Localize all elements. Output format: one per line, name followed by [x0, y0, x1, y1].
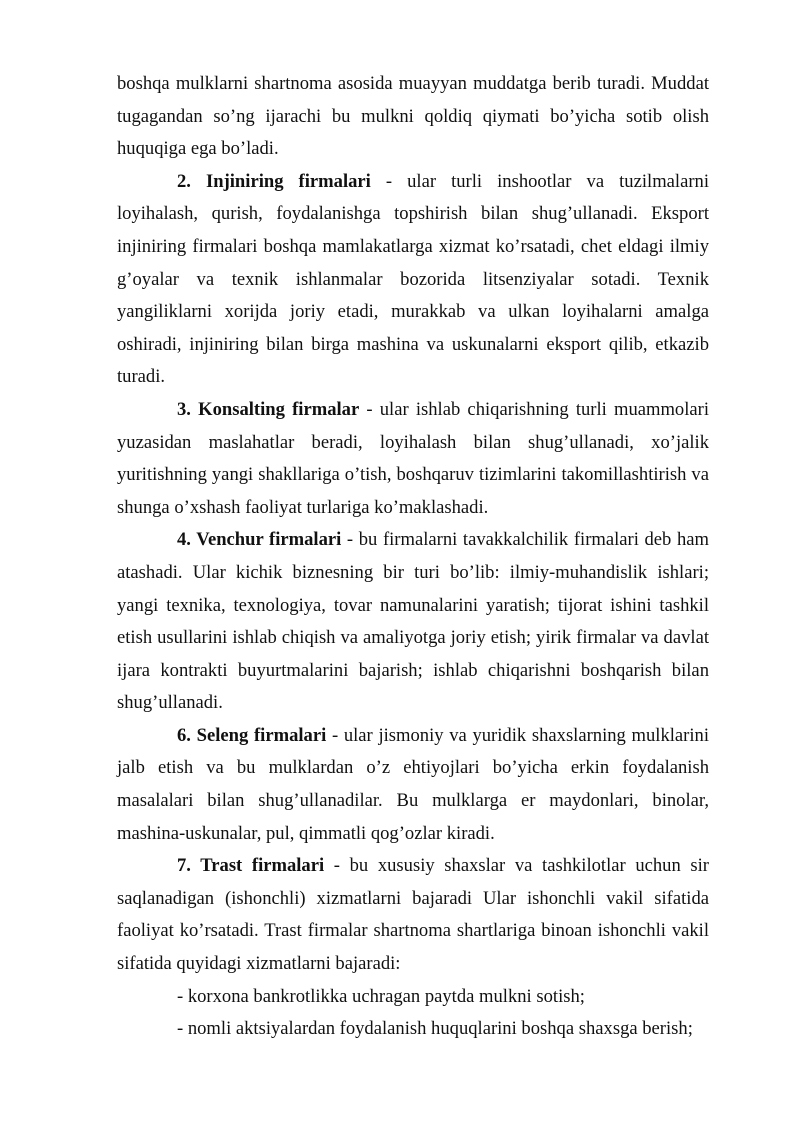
paragraph-heading: 7. Trast firmalari — [177, 855, 325, 877]
paragraph-injiniring — [117, 166, 709, 394]
paragraph-text: - ular jismoniy va yuridik shaxslarning mulklarini jalb etish va bu mulklardan o’z ehtiyojlari bo’yicha erkin foydalanish masalalari bilan shug’ullanadilar. Bu mulklarga er maydonlari, binolar, mashina-uskunalar, pul, qimmatli qog’ozlar kiradi. — [117, 724, 710, 844]
paragraph-text: - ular ishlab chiqarishning turli muammolari yuzasidan maslahatlar beradi, loyihalash bilan shug’ullanadi, xo’jalik yuritishning yangi shakllariga o’tish, boshqaruv tizimlarini takomillashtirish va shunga o’xshash faoliyat turlariga ko’maklashadi. — [117, 398, 709, 518]
paragraph-trast — [117, 850, 709, 980]
paragraph-konsalting — [117, 394, 709, 524]
paragraph-heading: 3. Konsalting firmalar — [177, 398, 360, 420]
paragraph-text: - bu xususiy shaxslar va tashkilotlar uchun sir saqlanadigan (ishonchli) xizmatlarni bajaradi Ular ishonchli vakil sifatida faoliyat ko’rsatadi. Trast firmalar shartnoma shartlariga binoan ishonchli vakil sifatida quyidagi xizmatlarni bajaradi: — [117, 855, 709, 975]
paragraph-text: boshqa mulklarni shartnoma asosida muayyan muddatga berib turadi. Muddat tugagandan so’ng ijarachi bu mulkni qoldiq qiymati bo’yicha sotib olish huquqiga ega bo’ladi. — [117, 73, 709, 160]
paragraph-heading: 6. Seleng firmalari — [177, 724, 327, 746]
list-item: - nomli aktsiyalardan foydalanish huquqlarini boshqa shaxsga berish; — [177, 1018, 693, 1040]
paragraph-heading: 4. Venchur firmalari — [177, 529, 342, 551]
document-body — [117, 68, 709, 1046]
paragraph-seleng — [117, 720, 709, 850]
paragraph-continuation — [117, 68, 709, 166]
paragraph-text: - bu firmalarni tavakkalchilik firmalari deb ham atashadi. Ular kichik biznesning bir turi bo’lib: ilmiy-muhandislik ishlari; yangi texnika, texnologiya, tovar namunalarini yaratish; tijorat ishini tashkil etish usullarini ishlab chiqish va amaliyotga joriy etish; yirik firmalar va davlat ijara kontrakti buyurtmalarini bajarish; ishlab chiqarishni boshqarish bilan shug’ullanadi. — [117, 529, 709, 714]
paragraph-heading: 2. Injiniring firmalari — [177, 170, 371, 192]
paragraph-text: - ular turli inshootlar va tuzilmalarni loyihalash, qurish, foydalanishga topshirish bilan shug’ullanadi. Eksport injiniring firmalari boshqa mamlakatlarga xizmat ko’rsatadi, chet eldagi ilmiy g’oyalar va texnik ishlanmalar bozorida litsenziyalar sotadi. Texnik yangiliklarni xorijda joriy etadi, murakkab va ulkan loyihalarni amalga oshiradi, injiniring bilan birga mashina va uskunalarni eksport qilib, etkazib turadi. — [117, 170, 709, 388]
list-item: - korxona bankrotlikka uchragan paytda mulkni sotish; — [177, 985, 585, 1007]
paragraph-venchur — [117, 524, 709, 720]
